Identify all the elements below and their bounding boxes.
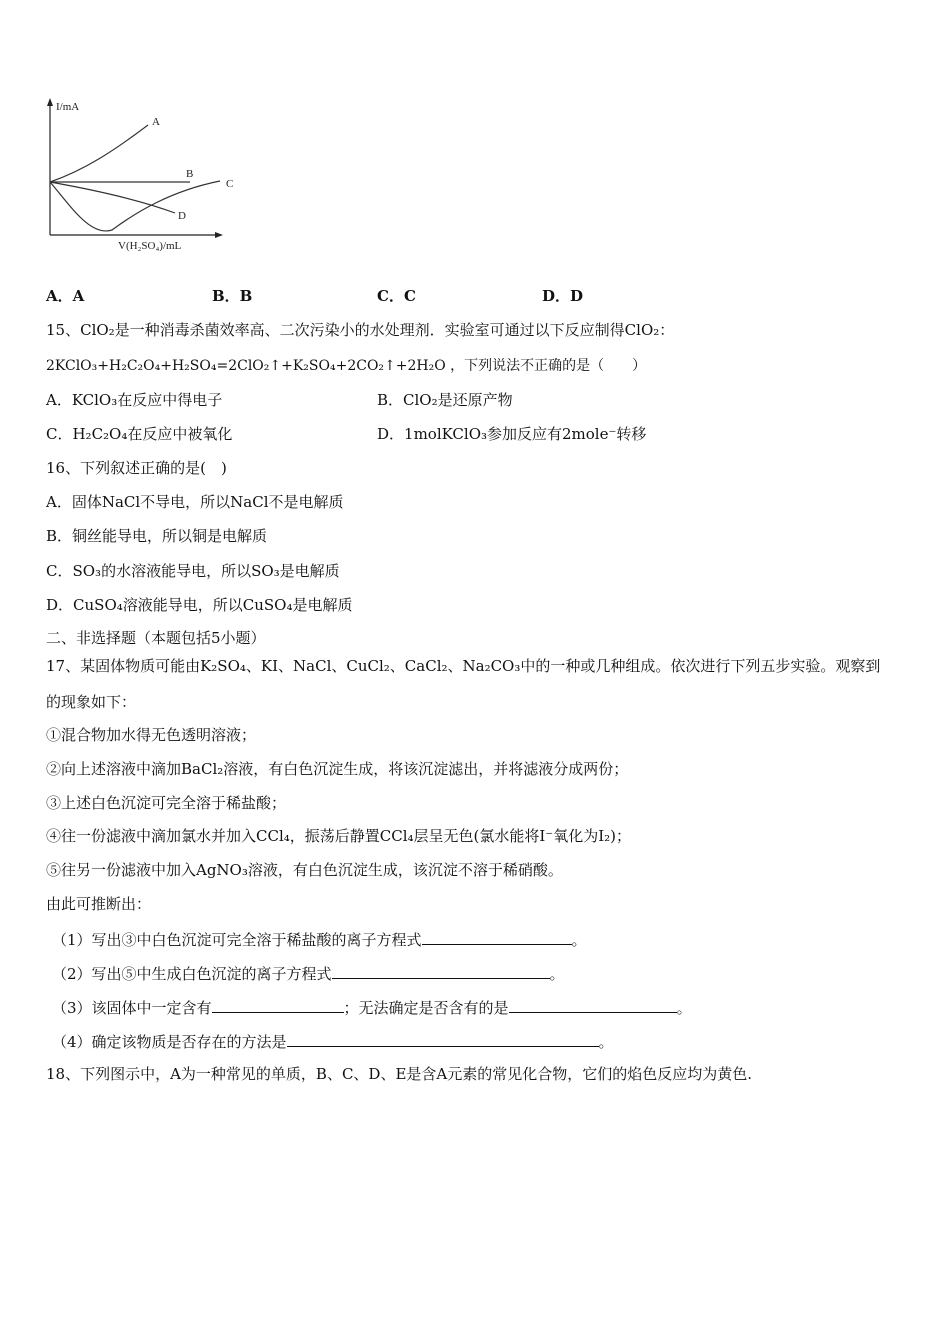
q17-sub-3-text-b: ；无法确定是否含有的是 — [343, 999, 509, 1017]
q17-step-1: ①混合物加水得无色透明溶液； — [46, 726, 257, 744]
q17-sub-2-blank[interactable] — [332, 962, 550, 979]
q17-sub-3-blank-a[interactable] — [212, 996, 344, 1013]
q14-option-a: A．A — [46, 287, 85, 305]
q14-option-b: B．B — [212, 287, 253, 305]
curve-a — [50, 125, 148, 182]
q17-step-3: ③上述白色沉淀可完全溶于稀盐酸； — [46, 794, 287, 812]
q16-option-d: D．CuSO₄溶液能导电，所以CuSO₄是电解质 — [46, 596, 353, 614]
q15-option-d: D．1molKClO₃参加反应有2mole⁻转移 — [377, 425, 647, 443]
q17-sub-1 — [52, 928, 587, 950]
q15-option-a: A．KClO₃在反应中得电子 — [46, 391, 223, 409]
q17-stem-line1: 17、某固体物质可能由K₂SO₄、KI、NaCl、CuCl₂、CaCl₂、Na₂CO₃中的一种或几种组成。依次进行下列五步实验。观察到 — [46, 657, 881, 675]
q16-option-c: C．SO₃的水溶液能导电，所以SO₃是电解质 — [46, 562, 340, 580]
section-heading: 二、非选择题（本题包括5小题） — [46, 629, 266, 647]
q15-option-b: B．ClO₂是还原产物 — [377, 391, 513, 409]
y-axis-label: I/mA — [56, 101, 80, 113]
q17-inference: 由此可推断出： — [46, 895, 152, 913]
curve-b-label: B — [186, 168, 194, 180]
q17-sub-4-end: 。 — [598, 1033, 614, 1051]
q17-sub-2 — [52, 962, 565, 984]
curve-d-label: D — [178, 210, 186, 222]
q17-sub-1-blank[interactable] — [422, 928, 572, 945]
q17-sub-1-text: （1）写出③中白色沉淀可完全溶于稀盐酸的离子方程式 — [52, 931, 422, 949]
q17-step-2: ②向上述溶液中滴加BaCl₂溶液，有白色沉淀生成，将该沉淀滤出，并将滤液分成两份； — [46, 760, 629, 778]
q14-option-c: C．C — [377, 287, 416, 305]
q17-sub-1-end: 。 — [571, 931, 587, 949]
y-axis-arrow — [47, 98, 53, 106]
q17-sub-3-text-a: （3）该固体中一定含有 — [52, 999, 212, 1017]
x-axis-label: V(H₂SO₄)/mL — [118, 240, 182, 252]
q15-option-c: C．H₂C₂O₄在反应中被氧化 — [46, 425, 233, 443]
q17-sub-2-end: 。 — [549, 965, 565, 983]
curve-a-label: A — [152, 116, 160, 128]
q17-sub-3-end: 。 — [676, 999, 692, 1017]
q17-sub-4-blank[interactable] — [287, 1030, 599, 1047]
q17-step-5: ⑤往另一份滤液中加入AgNO₃溶液，有白色沉淀生成，该沉淀不溶于稀硝酸。 — [46, 861, 563, 879]
curve-c-label: C — [226, 178, 234, 190]
q17-step-4: ④往一份滤液中滴加氯水并加入CCl₄，振荡后静置CCl₄层呈无色(氯水能将I⁻氧化为I₂)； — [46, 827, 632, 845]
q15-equation: 2KClO₃+H₂C₂O₄+H₂SO₄=2ClO₂↑+K₂SO₄+2CO₂↑+2H₂O ，下列说法不正确的是（ ） — [46, 358, 647, 374]
q16-option-b: B．铜丝能导电，所以铜是电解质 — [46, 527, 268, 545]
q17-sub-4 — [52, 1030, 614, 1052]
q17-sub-3-blank-b[interactable] — [509, 996, 677, 1013]
q17-sub-2-text: （2）写出⑤中生成白色沉淀的离子方程式 — [52, 965, 332, 983]
x-axis-arrow — [215, 232, 223, 238]
curve-c — [50, 181, 220, 231]
q15-stem-line1: 15、ClO₂是一种消毒杀菌效率高、二次污染小的水处理剂．实验室可通过以下反应制得ClO₂： — [46, 321, 675, 339]
q16-stem: 16、下列叙述正确的是( ) — [46, 459, 227, 477]
q17-sub-3 — [52, 996, 692, 1018]
q17-sub-4-text: （4）确定该物质是否存在的方法是 — [52, 1033, 287, 1051]
current-volume-graph — [40, 95, 260, 260]
q16-option-a: A．固体NaCl不导电，所以NaCl不是电解质 — [46, 493, 344, 511]
q17-stem-line2: 的现象如下： — [46, 693, 137, 711]
curve-d — [50, 182, 175, 213]
q14-option-d: D．D — [542, 287, 584, 305]
q18-stem: 18、下列图示中，A为一种常见的单质，B、C、D、E是含A元素的常见化合物，它们的焰色反应均为黄色. — [46, 1065, 753, 1083]
